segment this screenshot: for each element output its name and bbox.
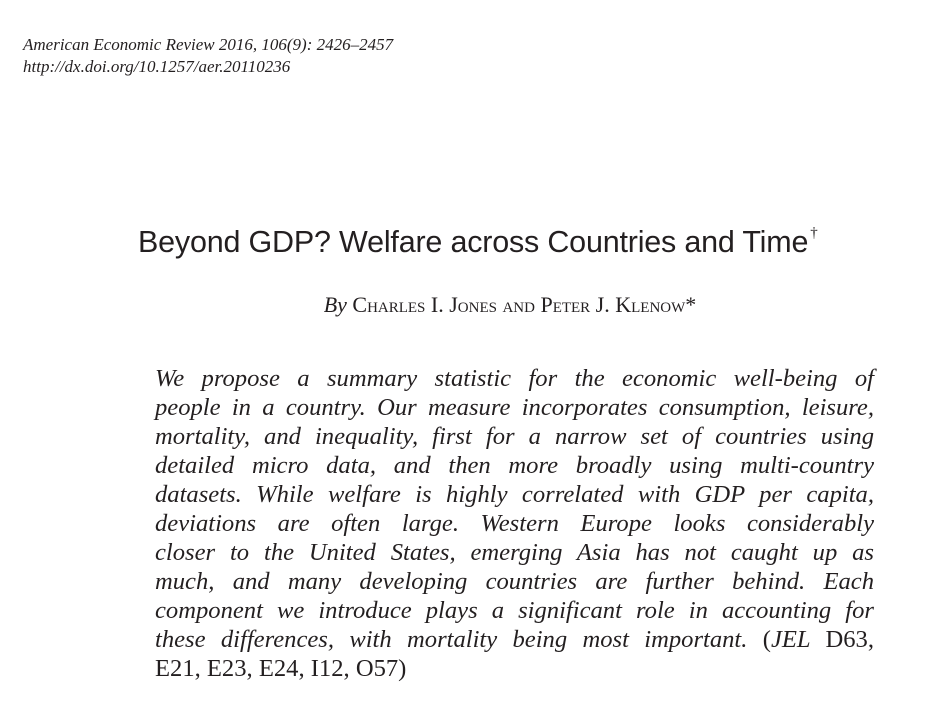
article-title-text: Beyond GDP? Welfare across Countries and Time: [138, 225, 809, 259]
abstract: [155, 364, 874, 683]
doi-link[interactable]: http://dx.doi.org/10.1257/aer.20110236: [23, 57, 291, 76]
jel-open-paren: (: [762, 626, 771, 653]
abstract-line: component we introduce plays a significant role in accounting for: [155, 597, 874, 624]
abstract-line: detailed micro data, and then more broadly using multi-country: [155, 452, 874, 479]
abstract-line-with-jel: [155, 625, 874, 654]
byline-prefix: By: [323, 292, 347, 317]
abstract-line: mortality, and inequality, first for a narrow set of countries using: [155, 423, 874, 450]
abstract-line: people in a country. Our measure incorporates consumption, leisure,: [155, 394, 874, 421]
abstract-line: closer to the United States, emerging Asia has not caught up as: [155, 539, 874, 566]
author-names: Charles I. Jones and Peter J. Klenow*: [352, 292, 697, 317]
abstract-final-sentence: these differences, with mortality being most important.: [155, 626, 748, 653]
jel-label: JEL: [770, 626, 811, 653]
journal-citation: American Economic Review 2016, 106(9): 2426–2457: [23, 35, 394, 54]
abstract-line: deviations are often large. Western Europe looks considerably: [155, 510, 874, 537]
journal-header: [23, 34, 393, 78]
abstract-line: We propose a summary statistic for the economic well-being of: [155, 365, 874, 392]
author-byline: [0, 291, 944, 319]
jel-codes-line: E21, E23, E24, I12, O57): [155, 655, 407, 682]
title-dagger: †: [810, 225, 818, 241]
abstract-line: datasets. While welfare is highly correlated with GDP per capita,: [155, 481, 874, 508]
abstract-line: much, and many developing countries are further behind. Each: [155, 568, 874, 595]
jel-codes-first: D63,: [825, 626, 874, 653]
article-title: [138, 211, 818, 264]
